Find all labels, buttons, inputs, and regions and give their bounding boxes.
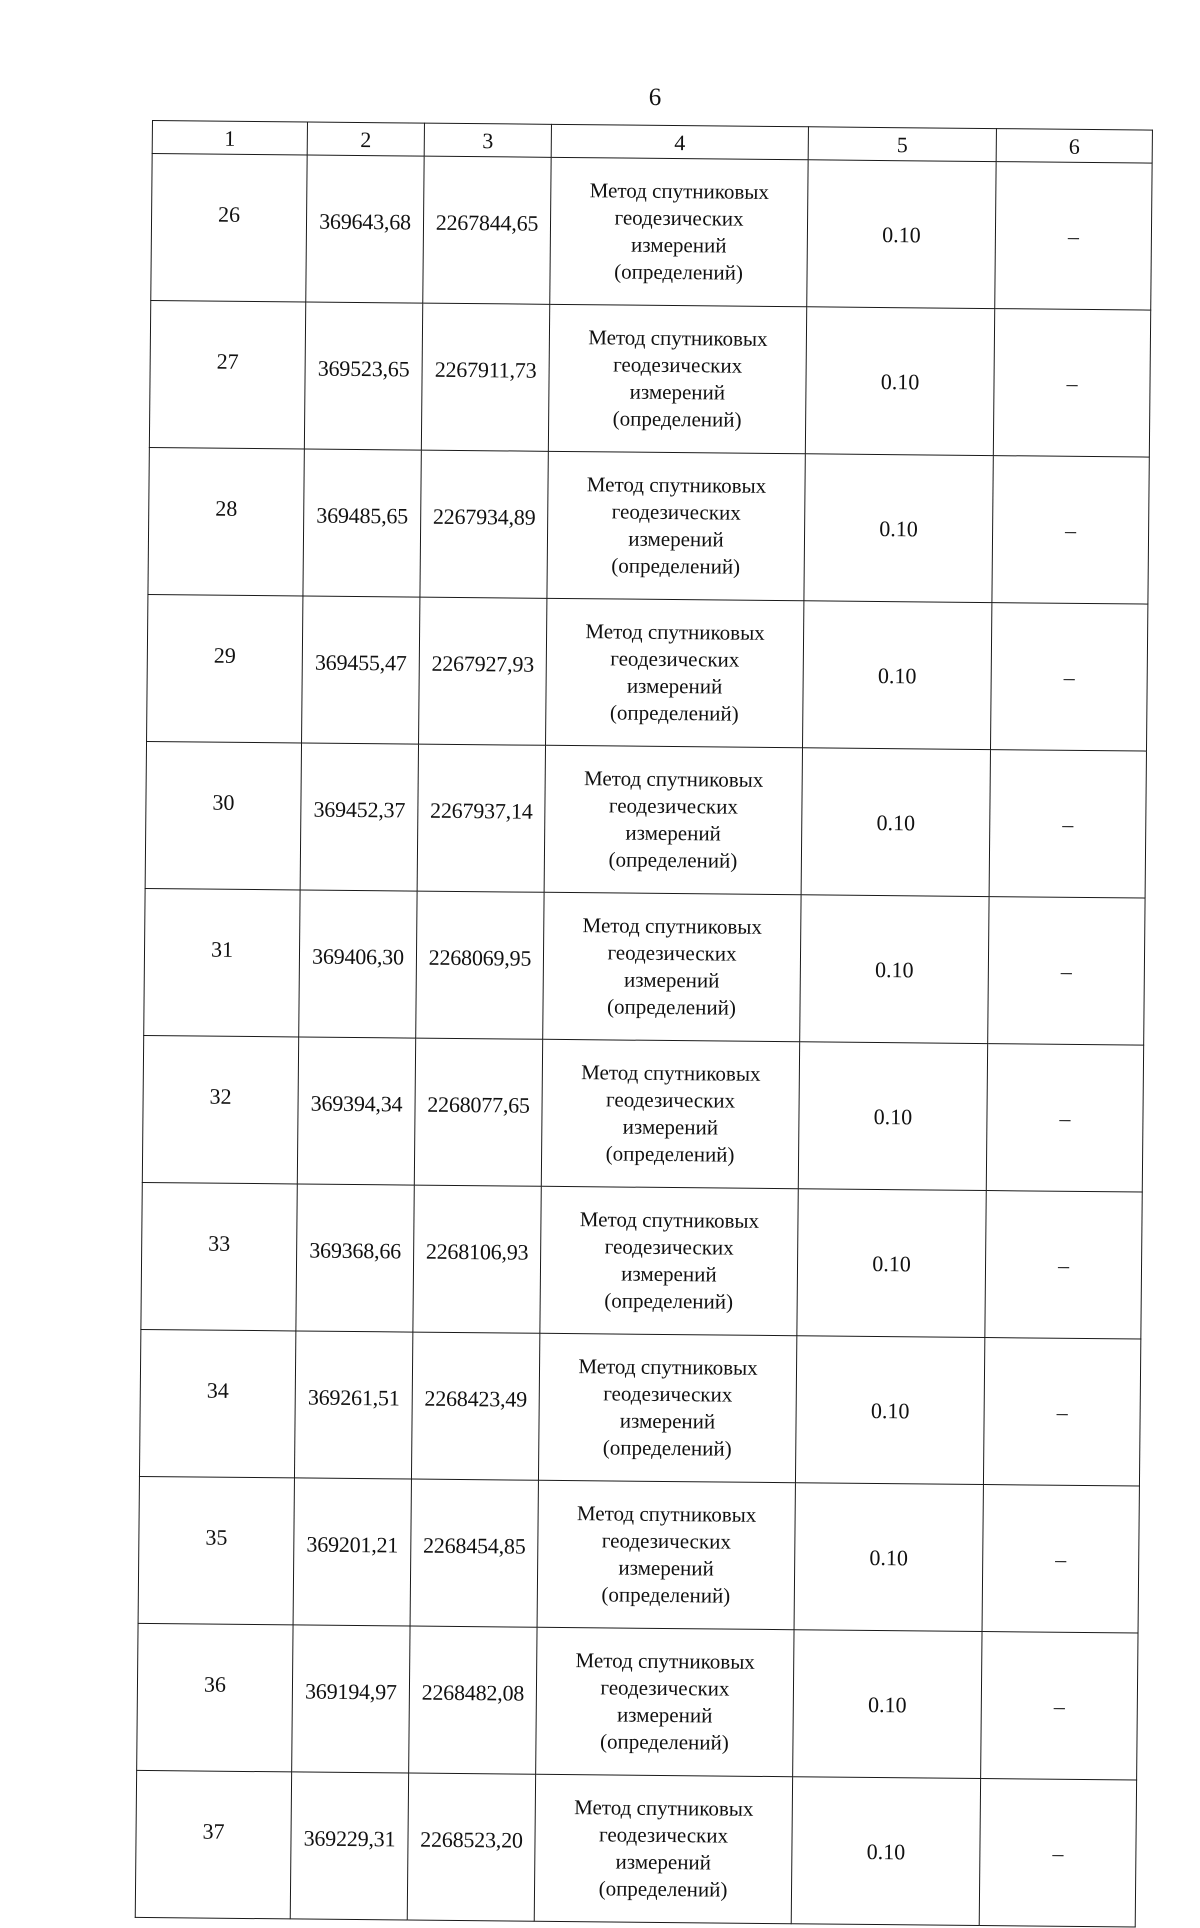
accuracy-cell: 0.10 [798,1042,987,1191]
method-cell [534,1774,792,1923]
method-line: геодезических [604,1234,734,1260]
coordinates-table [135,120,1153,1928]
coordinate-x-cell: 369452,37 [300,743,418,891]
column-header: 1 [152,121,307,155]
point-number-cell: 28 [148,447,304,595]
method-cell [536,1627,794,1776]
coordinates-table-wrapper [135,120,1153,1928]
note-cell: – [983,1338,1140,1486]
coordinate-x-cell: 369485,65 [303,449,421,597]
coordinate-y-cell: 2268482,08 [409,1626,537,1774]
accuracy-cell: 0.10 [797,1189,986,1338]
method-line: геодезических [611,499,741,525]
coordinate-x-cell: 369394,34 [297,1037,415,1185]
point-number-cell: 37 [135,1770,291,1918]
method-line: (определений) [601,1582,731,1608]
note-cell: – [982,1485,1139,1633]
method-cell [550,157,808,306]
point-number-cell: 36 [137,1623,293,1771]
coordinate-y-cell: 2267844,65 [423,156,551,304]
coordinate-x-cell: 369194,97 [292,1625,410,1773]
note-cell: – [992,456,1149,604]
method-line: измерений [622,1114,719,1140]
note-cell: – [981,1632,1138,1780]
point-number-cell: 30 [145,741,301,889]
point-number-cell: 32 [142,1035,298,1183]
method-line: измерений [631,232,727,258]
method-line: (определений) [614,259,744,285]
method-line: измерений [628,526,724,552]
coordinate-x-cell: 369261,51 [294,1331,412,1479]
point-number-cell: 27 [149,300,305,448]
method-line: Метод спутниковых [582,913,763,939]
table-row [151,154,1152,311]
method-line: Метод спутниковых [583,766,764,792]
method-cell [538,1333,796,1482]
method-line: измерений [616,1702,713,1728]
method-line: геодезических [605,1087,736,1113]
method-line: Метод спутниковых [586,472,767,498]
note-cell: – [990,603,1147,751]
method-line: измерений [615,1849,712,1875]
table-row [139,1329,1140,1486]
note-cell: – [993,309,1150,457]
method-line: (определений) [609,700,739,726]
method-line: (определений) [608,847,738,873]
coordinate-x-cell: 369523,65 [304,302,422,450]
table-row [141,1182,1142,1339]
method-line: геодезических [608,793,739,819]
table-body [135,121,1152,1928]
method-line: (определений) [612,406,742,432]
column-header: 3 [424,123,551,157]
method-cell [548,304,806,453]
coordinate-y-cell: 2268077,65 [414,1038,542,1186]
coordinate-x-cell: 369643,68 [306,155,424,303]
coordinate-x-cell: 369368,66 [296,1184,414,1332]
point-number-cell: 29 [147,594,303,742]
method-line: Метод спутниковых [575,1648,755,1674]
note-cell: – [985,1191,1142,1339]
method-line: геодезических [610,646,740,672]
method-cell [546,598,804,747]
method-line: Метод спутниковых [588,325,768,351]
accuracy-cell: 0.10 [801,748,990,897]
coordinate-y-cell: 2267934,89 [420,450,548,598]
coordinate-y-cell: 2267927,93 [419,597,547,745]
coordinate-x-cell: 369201,21 [293,1478,411,1626]
point-number-cell: 26 [151,154,307,302]
method-line: Метод спутниковых [579,1207,760,1233]
point-number-cell: 31 [144,888,300,1036]
table-row [149,300,1150,457]
accuracy-cell: 0.10 [800,895,989,1044]
method-line: Метод спутниковых [585,619,765,645]
method-line: геодезических [598,1822,729,1848]
table-row [142,1035,1143,1192]
accuracy-cell: 0.10 [795,1336,984,1485]
method-line: (определений) [602,1435,732,1461]
method-line: Метод спутниковых [576,1501,757,1527]
method-cell [540,1186,798,1335]
accuracy-cell: 0.10 [794,1483,983,1632]
coordinate-y-cell: 2268523,20 [407,1773,535,1921]
coordinate-x-cell: 369455,47 [302,596,420,744]
table-row [138,1476,1139,1633]
column-header: 5 [808,127,996,162]
method-cell [547,451,805,600]
method-line: Метод спутниковых [578,1354,758,1380]
point-number-cell: 35 [138,1476,294,1624]
method-cell [544,745,802,894]
column-header: 2 [307,122,424,156]
coordinate-y-cell: 2267911,73 [421,303,549,451]
coordinate-x-cell: 369229,31 [290,1772,408,1920]
method-line: измерений [623,967,720,993]
method-line: (определений) [604,1288,734,1314]
accuracy-cell: 0.10 [803,601,992,750]
point-number-cell: 33 [141,1182,297,1330]
method-line: геодезических [613,352,743,378]
method-line: геодезических [601,1528,731,1554]
method-line: измерений [621,1261,717,1287]
method-line: измерений [629,379,726,405]
method-line: (определений) [599,1729,729,1755]
accuracy-cell: 0.10 [807,160,996,309]
table-row [144,888,1145,1045]
note-cell: – [979,1779,1136,1927]
method-line: геодезических [607,940,737,966]
method-line: измерений [625,820,721,846]
point-number-cell: 34 [139,1329,295,1477]
method-line: (определений) [606,994,737,1020]
method-line: геодезических [600,1675,730,1701]
column-header: 6 [996,129,1152,163]
method-line: геодезических [603,1381,733,1407]
method-line: (определений) [611,553,741,579]
method-cell [541,1039,799,1188]
note-cell: – [989,750,1146,898]
accuracy-cell: 0.10 [804,454,993,603]
method-line: Метод спутниковых [581,1060,761,1086]
coordinate-x-cell: 369406,30 [299,890,417,1038]
method-line: измерений [626,673,723,699]
accuracy-cell: 0.10 [791,1777,980,1926]
method-line: (определений) [605,1141,735,1167]
note-cell: – [995,162,1152,310]
method-line: геодезических [614,205,744,231]
method-cell [543,892,801,1041]
coordinate-y-cell: 2268106,93 [413,1185,541,1333]
method-line: Метод спутниковых [574,1795,754,1821]
table-row [145,741,1146,898]
method-cell [537,1480,795,1629]
method-line: (определений) [598,1876,728,1902]
coordinate-y-cell: 2268069,95 [416,891,544,1039]
method-line: измерений [618,1555,714,1581]
coordinate-y-cell: 2268423,49 [411,1332,539,1480]
column-header: 4 [551,124,808,159]
table-row [135,1770,1136,1927]
table-row [147,594,1148,751]
note-cell: – [986,1044,1143,1192]
method-line: измерений [619,1408,716,1434]
table-row [137,1623,1138,1780]
page-number: 6 [648,84,662,111]
accuracy-cell: 0.10 [805,307,994,456]
method-line: Метод спутниковых [589,178,770,204]
table-row [148,447,1149,604]
coordinate-y-cell: 2268454,85 [410,1479,538,1627]
accuracy-cell: 0.10 [793,1630,982,1779]
note-cell: – [988,897,1145,1045]
coordinate-y-cell: 2267937,14 [417,744,545,892]
